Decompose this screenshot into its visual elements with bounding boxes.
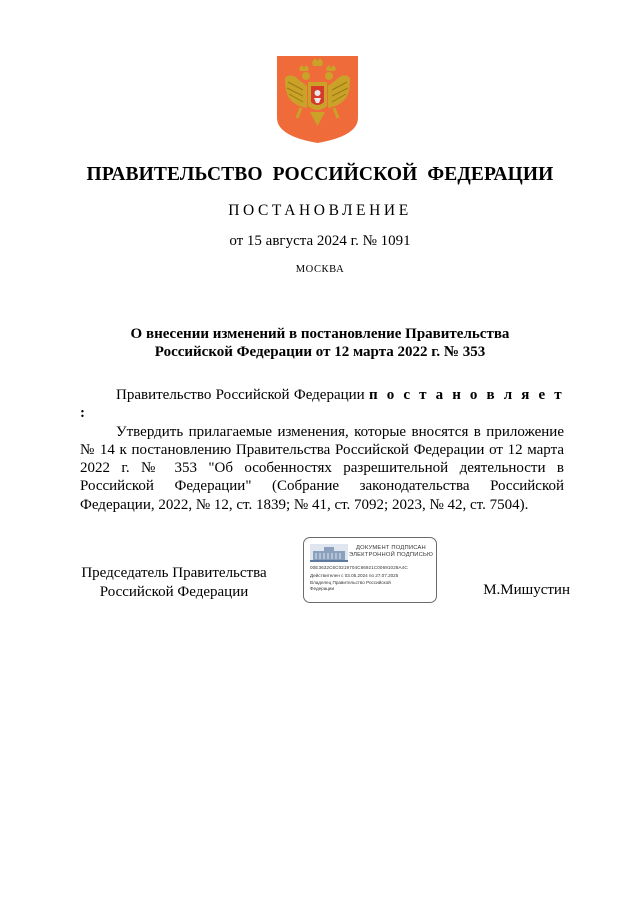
preamble-paragraph [80,386,564,423]
resolves-word: п о с т а н о в л я е т : [80,387,564,422]
stamp-title-line-1: ДОКУМЕНТ ПОДПИСАН [356,545,426,551]
stamp-owner: Владелец Правительство Российской Федерации [310,580,391,591]
government-building-icon [310,544,348,562]
stamp-certificate: 00E3632C6C0219704C86921C00691028A4C [310,565,408,570]
government-title: ПРАВИТЕЛЬСТВО РОССИЙСКОЙ ФЕДЕРАЦИИ [86,164,554,185]
document-date-number: от 15 августа 2024 г. № 1091 [229,233,411,249]
signatory-position [74,564,274,601]
stamp-title [346,545,436,559]
russian-coat-of-arms-icon [277,56,358,143]
stamp-validity: Действителен с 03.05.2024 по 27.07.2025 [310,573,399,578]
document-city: МОСКВА [295,264,345,275]
document-body [80,386,564,514]
position-line-2: Российской Федерации [99,583,249,600]
stamp-title-line-2: ЭЛЕКТРОННОЙ ПОДПИСЬЮ [348,552,434,558]
document-subject [80,325,560,361]
signatory-name: М.Мишустин [483,582,570,598]
document-type: ПОСТАНОВЛЕНИЕ [228,202,412,219]
preamble-text: Правительство Российской Федерации [116,387,365,403]
subject-line-2: Российской Федерации от 12 марта 2022 г. № 353 [154,344,486,360]
electronic-signature-stamp [303,537,437,603]
subject-line-1: О внесении изменений в постановление Правительства [130,326,510,342]
position-line-1: Председатель Правительства [81,565,267,581]
resolution-paragraph: Утвердить прилагаемые изменения, которые вносятся в приложение № 14 к постановлению Правительства Российской Федерации от 12 марта 2022 г. № 353 "Об особенностях разрешительной деятельности в Российской Федерации" (Собрание законодательства Российской Федерации, 2022, № 12, ст. 1839; № 41, ст. 7092; 2023, № 42, ст. 7504). [80,423,564,513]
